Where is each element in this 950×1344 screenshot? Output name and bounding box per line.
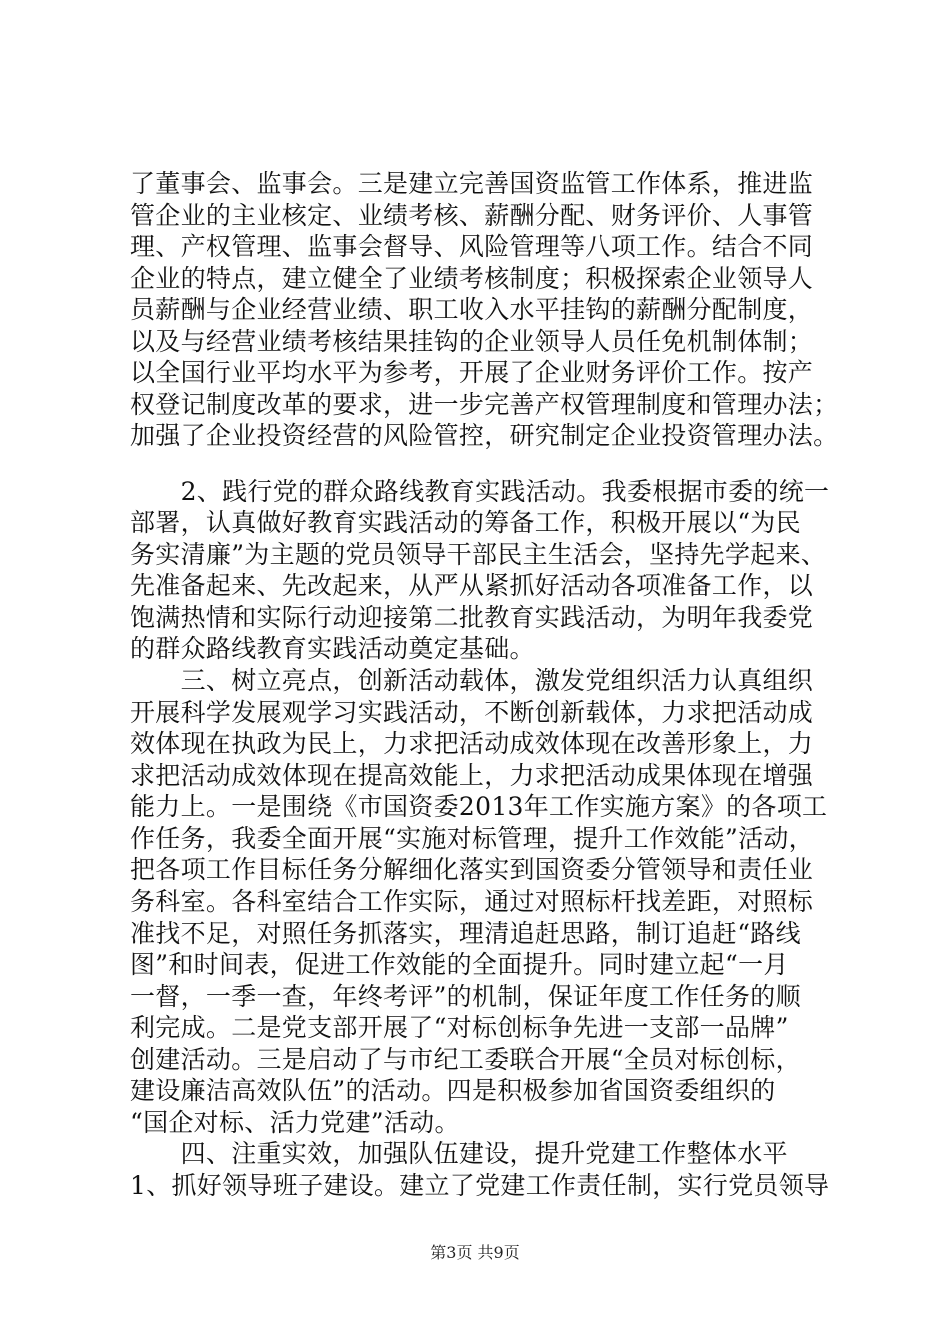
text-line: 作任务，我委全面开展“实施对标管理，提升工作效能”活动， — [130, 824, 814, 853]
text-line: 务实清廉”为主题的党员领导干部民主生活会，坚持先学起来、 — [130, 540, 827, 569]
text-line: 员薪酬与企业经营业绩、职工收入水平挂钩的薪酬分配制度， — [130, 295, 814, 324]
text-line: 创建活动。三是启动了与市纪工委联合开展“全员对标创标， — [130, 1045, 801, 1074]
text-line: 部署，认真做好教育实践活动的筹备工作，积极开展以“为民 — [130, 508, 801, 537]
text-line: 饱满热情和实际行动迎接第二批教育实践活动，为明年我委党 — [130, 603, 814, 632]
text-line: 了董事会、监事会。三是建立完善国资监管工作体系，推进监 — [130, 169, 814, 198]
text-line: “国企对标、活力党建”活动。 — [130, 1108, 460, 1137]
text-line: 四、注重实效，加强队伍建设，提升党建工作整体水平 — [130, 1139, 788, 1168]
text-line: 图”和时间表，促进工作效能的全面提升。同时建立起“一月 — [130, 950, 789, 979]
text-line: 求把活动成效体现在提高效能上，力求把活动成果体现在增强 — [130, 761, 814, 790]
text-line: 理、产权管理、监事会督导、风险管理等八项工作。结合不同 — [130, 232, 814, 261]
text-line: 开展科学发展观学习实践活动，不断创新载体，力求把活动成 — [130, 698, 814, 727]
text-line: 利完成。二是党支部开展了“对标创标争先进一支部一品牌” — [130, 1013, 789, 1042]
text-line: 先准备起来、先改起来，从严从紧抓好活动各项准备工作，以 — [130, 571, 814, 600]
text-line: 以及与经营业绩考核结果挂钩的企业领导人员任免机制体制； — [130, 327, 814, 356]
text-line: 准找不足，对照任务抓落实，理清追赶思路，制订追赶“路线 — [130, 919, 801, 948]
text-line: 企业的特点，建立健全了业绩考核制度；积极探索企业领导人 — [130, 264, 814, 293]
text-line: 把各项工作目标任务分解细化落实到国资委分管领导和责任业 — [130, 855, 814, 884]
text-line: 管企业的主业核定、业绩考核、薪酬分配、财务评价、人事管 — [130, 201, 814, 230]
text-line: 的群众路线教育实践活动奠定基础。 — [130, 634, 535, 663]
text-line: 务科室。各科室结合工作实际，通过对照标杆找差距，对照标 — [130, 887, 814, 916]
page-number-footer: 第3页 共9页 — [430, 1243, 520, 1262]
text-line: 权登记制度改革的要求，进一步完善产权管理制度和管理办法； — [130, 390, 839, 419]
text-line: 1、抓好领导班子建设。建立了党建工作责任制，实行党员领导 — [130, 1171, 830, 1200]
text-line: 效体现在执政为民上，力求把活动成效体现在改善形象上，力 — [130, 729, 814, 758]
text-line: 一督，一季一查，年终考评”的机制，保证年度工作任务的顺 — [130, 982, 801, 1011]
text-line: 三、树立亮点，创新活动载体，激发党组织活力认真组织 — [130, 666, 814, 695]
text-line: 能力上。一是围绕《市国资委2013年工作实施方案》的各项工 — [130, 792, 828, 821]
text-line: 2、践行党的群众路线教育实践活动。我委根据市委的统一 — [130, 477, 830, 506]
text-line: 以全国行业平均水平为参考，开展了企业财务评价工作。按产 — [130, 358, 814, 387]
text-line: 加强了企业投资经营的风险管控，研究制定企业投资管理办法。 — [130, 421, 839, 450]
text-line: 建设廉洁高效队伍”的活动。四是积极参加省国资委组织的 — [130, 1076, 776, 1105]
